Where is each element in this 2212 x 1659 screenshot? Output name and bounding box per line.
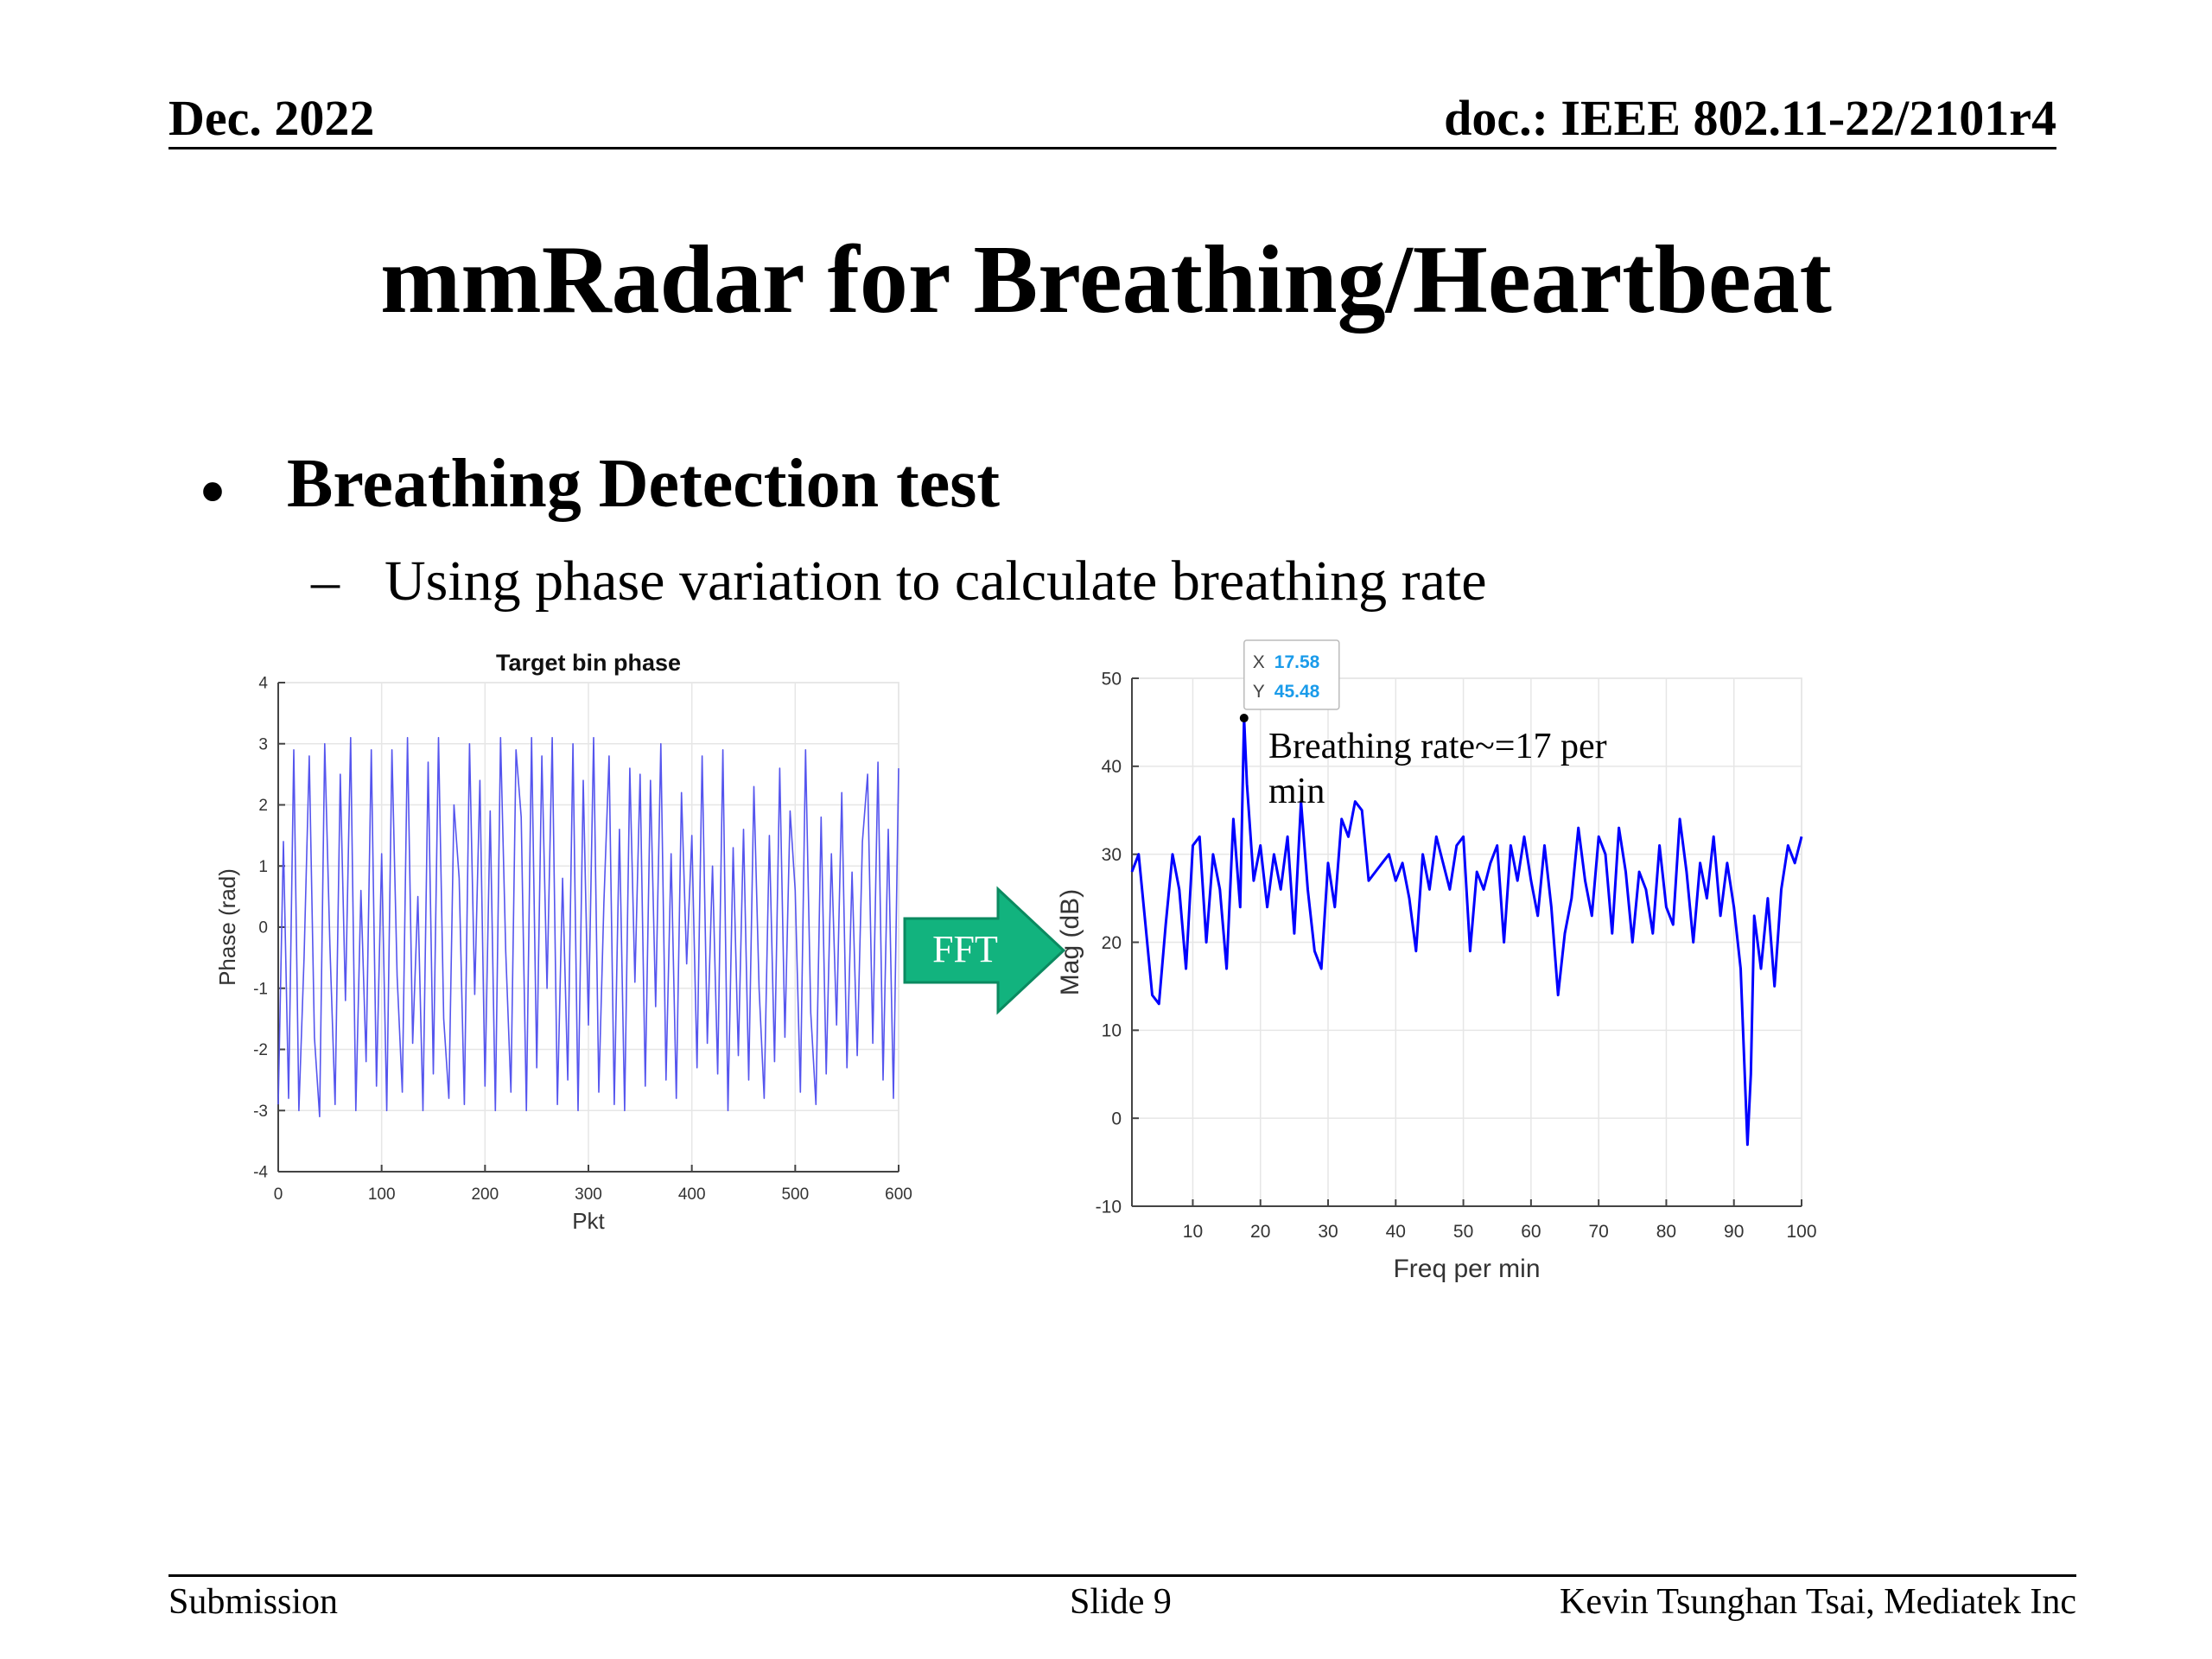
y-tick-label: 10 xyxy=(1101,1020,1122,1041)
y-tick-label: 40 xyxy=(1101,757,1122,778)
chart-title: Target bin phase xyxy=(495,650,682,676)
y-tick-label: -3 xyxy=(253,1102,268,1121)
x-tick-label: 60 xyxy=(1521,1222,1541,1242)
header-date: Dec. 2022 xyxy=(168,90,375,146)
footer-slide-number: Slide 9 xyxy=(1070,1582,1172,1622)
x-tick-label: 50 xyxy=(1452,1222,1474,1242)
y-tick-label: 1 xyxy=(258,857,268,876)
x-tick-label: 30 xyxy=(1318,1222,1338,1242)
bullet-text: Breathing Detection test xyxy=(287,446,1000,522)
y-tick-label: 30 xyxy=(1101,845,1122,866)
y-axis-label: Mag (dB) xyxy=(1056,888,1084,996)
header-rule xyxy=(168,147,2056,149)
x-tick-label: 20 xyxy=(1250,1222,1271,1242)
y-tick-label: 2 xyxy=(258,797,268,816)
y-tick-label: -10 xyxy=(1095,1197,1122,1217)
y-tick-label: 4 xyxy=(258,674,268,693)
phase-chart xyxy=(199,639,925,1244)
bullet-marker: • xyxy=(200,454,226,531)
y-tick-label: -4 xyxy=(253,1163,268,1182)
footer-submission: Submission xyxy=(168,1582,339,1622)
footer-rule xyxy=(168,1574,2076,1577)
datatip-marker xyxy=(1240,714,1249,722)
y-tick-label: 0 xyxy=(258,918,268,938)
datatip-x-label: X xyxy=(1252,652,1265,673)
footer-author: Kevin Tsunghan Tsai, Mediatek Inc xyxy=(1560,1582,2076,1622)
x-tick-label: 0 xyxy=(273,1185,283,1204)
y-tick-label: 20 xyxy=(1101,932,1122,953)
x-tick-label: 100 xyxy=(1786,1222,1817,1242)
y-tick-label: 50 xyxy=(1101,669,1122,690)
x-tick-label: 90 xyxy=(1724,1222,1745,1242)
sub-bullet-marker: – xyxy=(311,550,340,613)
y-tick-label: -2 xyxy=(253,1041,268,1060)
y-axis-label: Phase (rad) xyxy=(214,868,240,986)
x-axis-label: Pkt xyxy=(572,1208,605,1234)
x-tick-label: 80 xyxy=(1656,1222,1677,1242)
datatip-y-value: 45.48 xyxy=(1274,682,1320,702)
header-doc-id: doc.: IEEE 802.11-22/2101r4 xyxy=(1444,90,2056,146)
x-tick-label: 40 xyxy=(1385,1222,1406,1242)
x-tick-label: 300 xyxy=(575,1185,602,1204)
x-tick-label: 10 xyxy=(1182,1222,1204,1242)
datatip-x-value: 17.58 xyxy=(1274,652,1320,673)
x-tick-label: 200 xyxy=(471,1185,499,1204)
slide-title: mmRadar for Breathing/Heartbeat xyxy=(380,226,1832,334)
x-tick-label: 600 xyxy=(885,1185,912,1204)
x-tick-label: 100 xyxy=(367,1185,396,1204)
sub-bullet-text: Using phase variation to calculate breathing rate xyxy=(385,550,1487,613)
breathing-rate-annotation: Breathing rate~=17 per min xyxy=(1268,727,1607,811)
x-tick-label: 400 xyxy=(677,1185,706,1204)
y-tick-label: -1 xyxy=(253,980,268,999)
x-tick-label: 70 xyxy=(1588,1222,1609,1242)
y-tick-label: 3 xyxy=(258,735,268,754)
fft-label: FFT xyxy=(932,928,998,970)
x-axis-label: Freq per min xyxy=(1393,1255,1541,1283)
y-tick-label: 0 xyxy=(1111,1109,1122,1129)
datatip-y-label: Y xyxy=(1252,682,1265,702)
x-tick-label: 500 xyxy=(781,1185,810,1204)
